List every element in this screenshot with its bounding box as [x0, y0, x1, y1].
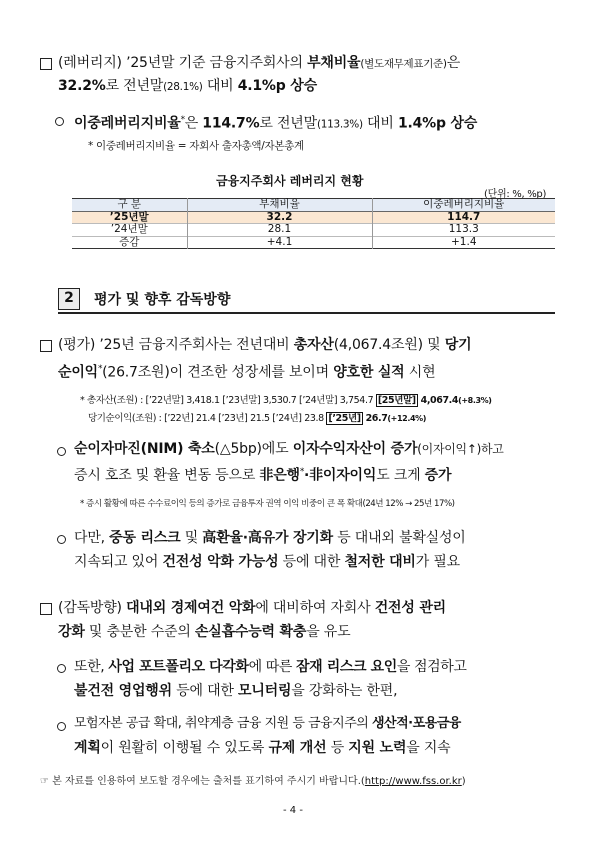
p2-sub1-text: (이자이익↑)하고 — [417, 442, 504, 456]
p2-sub2-bold: 건전성 악화 가능성 — [162, 554, 279, 570]
p3-text: 및 충분한 수준의 — [84, 624, 195, 640]
table-cell: 113.3 — [372, 224, 555, 237]
note-text: * 총자산(조원) : [’22년말] 3,418.1 [’23년말] 3,530.7 [’24년말] 3,754.7 — [80, 395, 376, 406]
p3-sub2-line2 — [74, 737, 451, 759]
p3-sub2-text: 모험자본 공급 확대, 취약계층 금융 지원 등 금융지주의 — [74, 716, 372, 731]
section-divider — [58, 312, 555, 314]
note-text: 당기순이익(조원) : [’22년] 21.4 [’23년] 21.5 [’24년] 23.8 — [88, 413, 327, 424]
p3-bold: 강화 — [58, 624, 85, 640]
p3-text: (감독방향) — [58, 600, 127, 616]
p1-prev-value: (28.1%) — [163, 81, 203, 93]
p3-sub2-text: 이 원활히 이행될 수 있도록 — [100, 740, 269, 756]
p2-sub1-bold: 非은행 — [259, 467, 300, 484]
fss-link[interactable]: http://www.fss.or.kr — [364, 776, 462, 787]
section-number: 2 — [58, 288, 80, 310]
table-row — [72, 236, 555, 249]
footnote-mark: * — [299, 467, 304, 477]
footer-text: ) — [461, 776, 466, 787]
p3-sub1-bold: 잠재 리스크 요인 — [296, 659, 397, 675]
p3-sub1-line1 — [74, 656, 467, 678]
p1-bold-change: 4.1%p 상승 — [237, 78, 317, 94]
table-header-cell: 이중레버리지비율 — [372, 199, 555, 212]
p2-sub2-text: 지속되고 있어 — [74, 554, 163, 570]
p1-bold-value: 32.2% — [58, 78, 106, 94]
p2-sub2-bold: 철저한 대비 — [344, 554, 416, 570]
footer-text: 본 자료를 인용하여 보도할 경우에는 출처를 표기하여 주시기 바랍니다.( — [48, 776, 365, 787]
page-number: - 4 - — [283, 805, 303, 816]
p2-sub1-text: (△5bp)에도 — [214, 441, 293, 457]
table-cell: 114.7 — [372, 211, 555, 224]
p2-text: 시현 — [404, 364, 436, 381]
table-cell: ’24년말 — [110, 223, 148, 235]
p3-sub2-bold: 계획 — [74, 740, 101, 756]
table-unit: (단위: %, %p) — [484, 189, 547, 200]
p2-sub1-footnote: * 증시 활황에 따른 수수료이익 등의 증가로 금융투자 권역 이익 비중이 큰 폭 확대(24년 12% → 25년 17%) — [80, 499, 455, 509]
table-cell: 증감 — [119, 235, 140, 248]
leverage-table — [72, 198, 555, 249]
table-cell: 28.1 — [187, 224, 372, 237]
circle-bullet — [57, 664, 66, 673]
p3-sub1-bold: 불건전 영업행위 — [74, 683, 172, 699]
footnote-mark: * — [97, 364, 103, 374]
note-growth: (+8.3%) — [458, 396, 492, 405]
p2-bold: 순이익 — [58, 364, 98, 381]
note-boxed: [25년말] — [377, 395, 416, 406]
p3-sub2-bold: 규제 개선 — [268, 740, 327, 756]
p2-sub1-bold: 순이자마진(NIM) 축소 — [74, 441, 215, 457]
p1-note-basis: (별도재무제표기준) — [360, 58, 447, 70]
checkbox-bullet — [40, 58, 52, 70]
p2-text: (26.7조원)이 견조한 성장세를 보이며 — [102, 364, 334, 381]
p3-sub2-bold: 지원 노력 — [348, 740, 407, 756]
p1-line2 — [58, 75, 317, 98]
p2-line2 — [58, 358, 435, 384]
p1-sub-prev: (113.3%) — [316, 118, 363, 131]
p1-text: 대비 — [202, 78, 238, 94]
p2-sub1-bold: · — [303, 467, 310, 484]
p3-bold: 건전성 관리 — [374, 600, 446, 616]
p2-sub2-bold: 중동 리스크 — [109, 530, 181, 546]
p3-sub1-text: 또한, — [74, 659, 109, 675]
circle-bullet — [57, 447, 66, 456]
p2-footnote-1 — [80, 392, 492, 406]
note-bold: 4,067.4 — [417, 395, 459, 406]
p1-text: (레버리지) ’25년말 기준 금융지주회사의 — [58, 55, 308, 71]
p3-bold: 손실흡수능력 확충 — [194, 624, 307, 640]
section-title: 평가 및 향후 감독방향 — [94, 292, 231, 308]
p2-bold: 총자산 — [293, 337, 334, 353]
p3-sub1-text: 을 강화하는 한편, — [291, 683, 398, 699]
p3-line2 — [58, 621, 350, 643]
p3-text: 을 유도 — [306, 624, 351, 640]
footer-note — [40, 772, 466, 787]
p2-line1 — [58, 334, 471, 356]
circle-bullet — [57, 535, 66, 544]
p2-sub2-line1 — [74, 527, 466, 549]
p1-text: 로 전년말 — [105, 78, 164, 94]
note-bold: 26.7 — [362, 413, 388, 424]
table-row — [72, 211, 555, 224]
p3-sub1-bold: 모니터링 — [238, 683, 292, 699]
p2-sub2-text: 및 — [180, 530, 203, 546]
p2-bold: 양호한 실적 — [333, 364, 405, 381]
p2-sub1-line1 — [74, 438, 504, 460]
p3-sub2-line1 — [74, 713, 461, 735]
p3-sub1-text: 에 따른 — [248, 659, 297, 675]
p2-sub2-bold: 高환율·高유가 장기화 — [202, 530, 333, 546]
p1-sub-bold-change: 1.4%p 상승 — [397, 115, 478, 132]
p3-sub1-text: 등에 대한 — [171, 683, 238, 699]
p2-text: (4,067.4조원) 및 — [333, 337, 445, 353]
p1-sub-bold: 이중레버리지비율 — [74, 115, 181, 132]
checkbox-bullet — [40, 603, 52, 615]
p3-text: 에 대비하여 자회사 — [255, 600, 375, 616]
p1-sub-line — [74, 109, 477, 136]
p3-sub2-text: 등 — [326, 740, 349, 756]
table-cell: +1.4 — [372, 236, 555, 249]
pointing-hand-icon: ☞ — [40, 776, 49, 787]
checkbox-bullet — [40, 340, 52, 352]
p2-sub1-bold: 非이자이익 — [309, 467, 377, 484]
p1-footnote: * 이중레버리지비율 = 자회사 출자총액/자본총계 — [88, 140, 304, 152]
table-title: 금융지주회사 레버리지 현황 — [216, 174, 364, 188]
p3-sub1-bold: 사업 포트폴리오 다각화 — [108, 659, 249, 675]
table-cell: ’25년말 — [109, 210, 149, 223]
p3-sub1-text: 을 점검하고 — [396, 659, 467, 675]
p2-sub2-text: 등 대내외 불확실성이 — [332, 530, 466, 546]
p3-sub1-line2 — [74, 680, 397, 702]
circle-bullet — [57, 722, 66, 731]
p1-sub-bold-value: 114.7% — [202, 115, 260, 132]
p1-bold-debt-ratio: 부채비율 — [307, 55, 361, 71]
p3-sub2-text: 을 지속 — [406, 740, 451, 756]
p2-sub2-text: 가 필요 — [415, 554, 460, 570]
table-header-cell: 구 분 — [117, 198, 142, 210]
p1-sub-text: 대비 — [362, 115, 398, 132]
p1-text: 은 — [446, 55, 461, 71]
p2-text: (평가) ’25년 금융지주회사는 전년대비 — [58, 337, 294, 353]
table-cell: 32.2 — [187, 211, 372, 224]
p3-sub2-bold: 생산적·포용금융 — [371, 716, 461, 731]
p3-line1 — [58, 597, 446, 619]
note-growth: (+12.4%) — [387, 414, 426, 423]
p2-sub1-bold: 증가 — [424, 467, 452, 484]
table-row — [72, 224, 555, 237]
p2-sub1-text: 증시 호조 및 환율 변동 등으로 — [74, 467, 260, 484]
p2-sub2-text: 다만, — [74, 530, 110, 546]
p2-footnote-2 — [88, 410, 426, 424]
p2-sub2-text: 등에 대한 — [278, 554, 345, 570]
p1-sub-text: 은 — [184, 115, 203, 132]
p2-bold: 당기 — [444, 337, 472, 353]
p1-line1 — [58, 52, 460, 75]
footnote-mark: * — [180, 115, 185, 125]
p2-sub1-text: 도 크게 — [376, 467, 425, 484]
p1-sub-text: 로 전년말 — [259, 115, 317, 132]
table-cell: +4.1 — [187, 236, 372, 249]
circle-bullet — [55, 117, 64, 126]
table-header-row — [72, 199, 555, 212]
p3-bold: 대내외 경제여건 악화 — [126, 600, 256, 616]
p2-sub1-bold: 이자수익자산이 증가 — [292, 441, 418, 457]
table-header-cell: 부채비율 — [187, 199, 372, 212]
note-boxed: [’25년] — [328, 413, 361, 424]
p2-sub1-line2 — [74, 461, 451, 487]
p2-sub2-line2 — [74, 551, 460, 573]
